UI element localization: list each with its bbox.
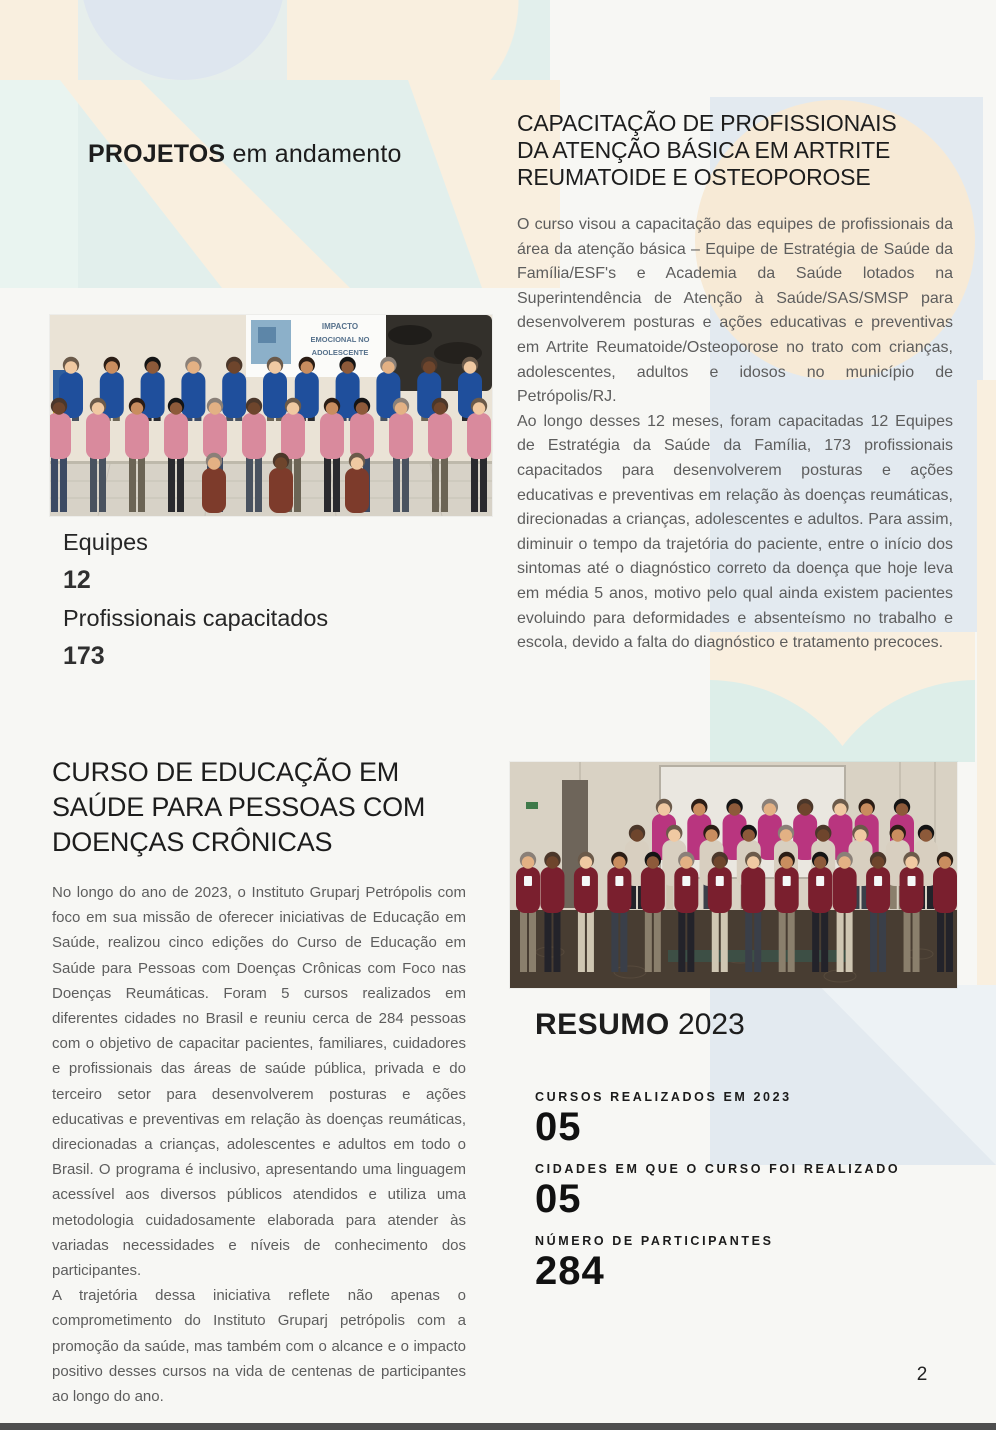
deco-teal-light-strip: [0, 80, 78, 288]
curso-paragraph-2: A trajetória dessa iniciativa reflete não apenas o comprometimento do Instituto Gruparj petrópolis com a promoção da saúde, mas também com o alcance e o impacto positivo desses cursos na vida de centenas de participantes ao longo do ano.: [52, 1287, 466, 1406]
heading-capacitacao-line2: DA ATENÇÃO BÁSICA EM ARTRITE: [517, 137, 891, 163]
heading-capacitacao-line3: REUMATOIDE E OSTEOPOROSE: [517, 164, 871, 190]
photo2-carpet: [510, 910, 957, 988]
resumo-stat-cidades-label: CIDADES EM QUE O CURSO FOI REALIZADO: [535, 1162, 901, 1176]
stat-equipes-label: Equipes: [63, 529, 148, 555]
deco-blue-semicircle: [81, 0, 285, 80]
photo1-banner-line3: ADOLESCENTE: [311, 348, 369, 357]
photo1-baseboard: [50, 461, 492, 464]
resumo-title-year: 2023: [669, 1008, 745, 1041]
photo2-exit-sign: [526, 802, 538, 809]
capacitacao-paragraph-1: O curso visou a capacitação das equipes de profissionais da área da atenção básica – Equipe de Estratégia de Saúde da Família/ESF's e Academia da Saúde lotados na Superintendência de Atenção à Saúde/SAS/SMSP para desenvolverem posturas e ações educativas e preventivas em Artrite Reumatoide/Osteoporose no trato com crianças, adolescentes, adultos e idosos no município de Petrópolis/RJ.: [517, 216, 953, 406]
resumo-stat-cidades-value: 05: [535, 1177, 582, 1221]
photo1-banner-line2: EMOCIONAL NO: [310, 335, 370, 344]
heading-curso-line2: SAÚDE PARA PESSOAS COM: [52, 792, 426, 822]
photo1-banner-line1: IMPACTO: [321, 322, 359, 331]
resumo-stat-participantes-value: 284: [535, 1249, 605, 1293]
photo1-banner-graphic-inner: [258, 327, 276, 343]
deco-beige-square-2: [287, 0, 390, 80]
page-number: 2: [916, 1364, 928, 1385]
capacitacao-stats: [63, 524, 328, 676]
curso-body: [52, 880, 466, 1409]
resumo-title-bold: RESUMO: [535, 1008, 670, 1041]
photo1-chair-shape: [388, 325, 432, 345]
heading-capacitacao-line1: CAPACITAÇÃO DE PROFISSIONAIS: [517, 110, 897, 136]
resumo-stat-cursos-value: 05: [535, 1105, 582, 1149]
stat-equipes-value: 12: [63, 566, 91, 594]
heading-capacitacao: [517, 110, 897, 191]
deco-blue-square: [78, 0, 287, 80]
page-title-bold: PROJETOS: [88, 140, 226, 168]
stat-profissionais-value: 173: [63, 642, 105, 670]
resumo-stat-cursos-label: CURSOS REALIZADOS EM 2023: [535, 1090, 792, 1104]
heading-curso: [52, 755, 425, 860]
resumo-stats: [535, 1090, 900, 1306]
page-title-rest: em andamento: [225, 140, 402, 168]
capacitacao-body: [517, 213, 953, 656]
deco-beige-square-topleft: [0, 0, 78, 80]
deco-teal-curve-square: [390, 0, 550, 80]
heading-curso-line3: DOENÇAS CRÔNICAS: [52, 827, 333, 857]
photo-capacitacao-group: [50, 315, 492, 516]
deco-right-edge-beige-band: [977, 380, 996, 985]
curso-paragraph-1: No longo do ano de 2023, o Instituto Gruparj Petrópolis com foco em sua missão de oferecer iniciativas de Educação em Saúde, realizou cinco edições do Curso de Educação em Saúde para Pessoas com Doenças Crônicas com Foco nas Doenças Reumáticas. Foram 5 cursos realizados em diferentes cidades no Brasil e reuniu cerca de 284 pessoas com o objetivo de capacitar pacientes, familiares, cuidadores e profissionais das áreas de saúde pública, privada e do terceiro setor para desenvolverem posturas e ações educativas e preventivas em relação às doenças reumáticas, direcionadas a crianças, adolescentes e adultos em todo o Brasil. O programa é inclusivo, apresentando uma linguagem acessível aos diversos públicos atendidos e utiliza uma metodologia cuidadosamente elaborada para atender às variadas necessidades e níveis de conhecimento dos participantes.: [52, 884, 466, 1280]
page-title: [88, 140, 402, 169]
heading-curso-line1: CURSO DE EDUCAÇÃO EM: [52, 757, 400, 787]
footer-bar: [0, 1423, 996, 1430]
photo-curso-group: [510, 762, 957, 988]
resumo-title: [535, 1008, 745, 1042]
capacitacao-paragraph-2: Ao longo desses 12 meses, foram capacitadas 12 Equipes de Estratégia da Saúde da Família, 173 profissionais capacitados para desenvolverem posturas e ações educativas e preventivas em relação às doenças reumáticas, direcionadas a crianças, adolescentes e adultos. Para assim, diminuir o tempo da trajetória do paciente, entre o início dos sintomas até o diagnóstico correto da doença que hoje leva em média 5 anos, motivo pelo qual ainda existem pacientes evoluindo para deformidades e absenteísmo no trabalho e escola, devido a falta do diagnóstico e tratamento precoces.: [517, 412, 953, 652]
stat-profissionais-label: Profissionais capacitados: [63, 605, 329, 631]
deco-teal-block: [0, 80, 560, 288]
resumo-stat-participantes-label: NÚMERO DE PARTICIPANTES: [535, 1234, 774, 1248]
